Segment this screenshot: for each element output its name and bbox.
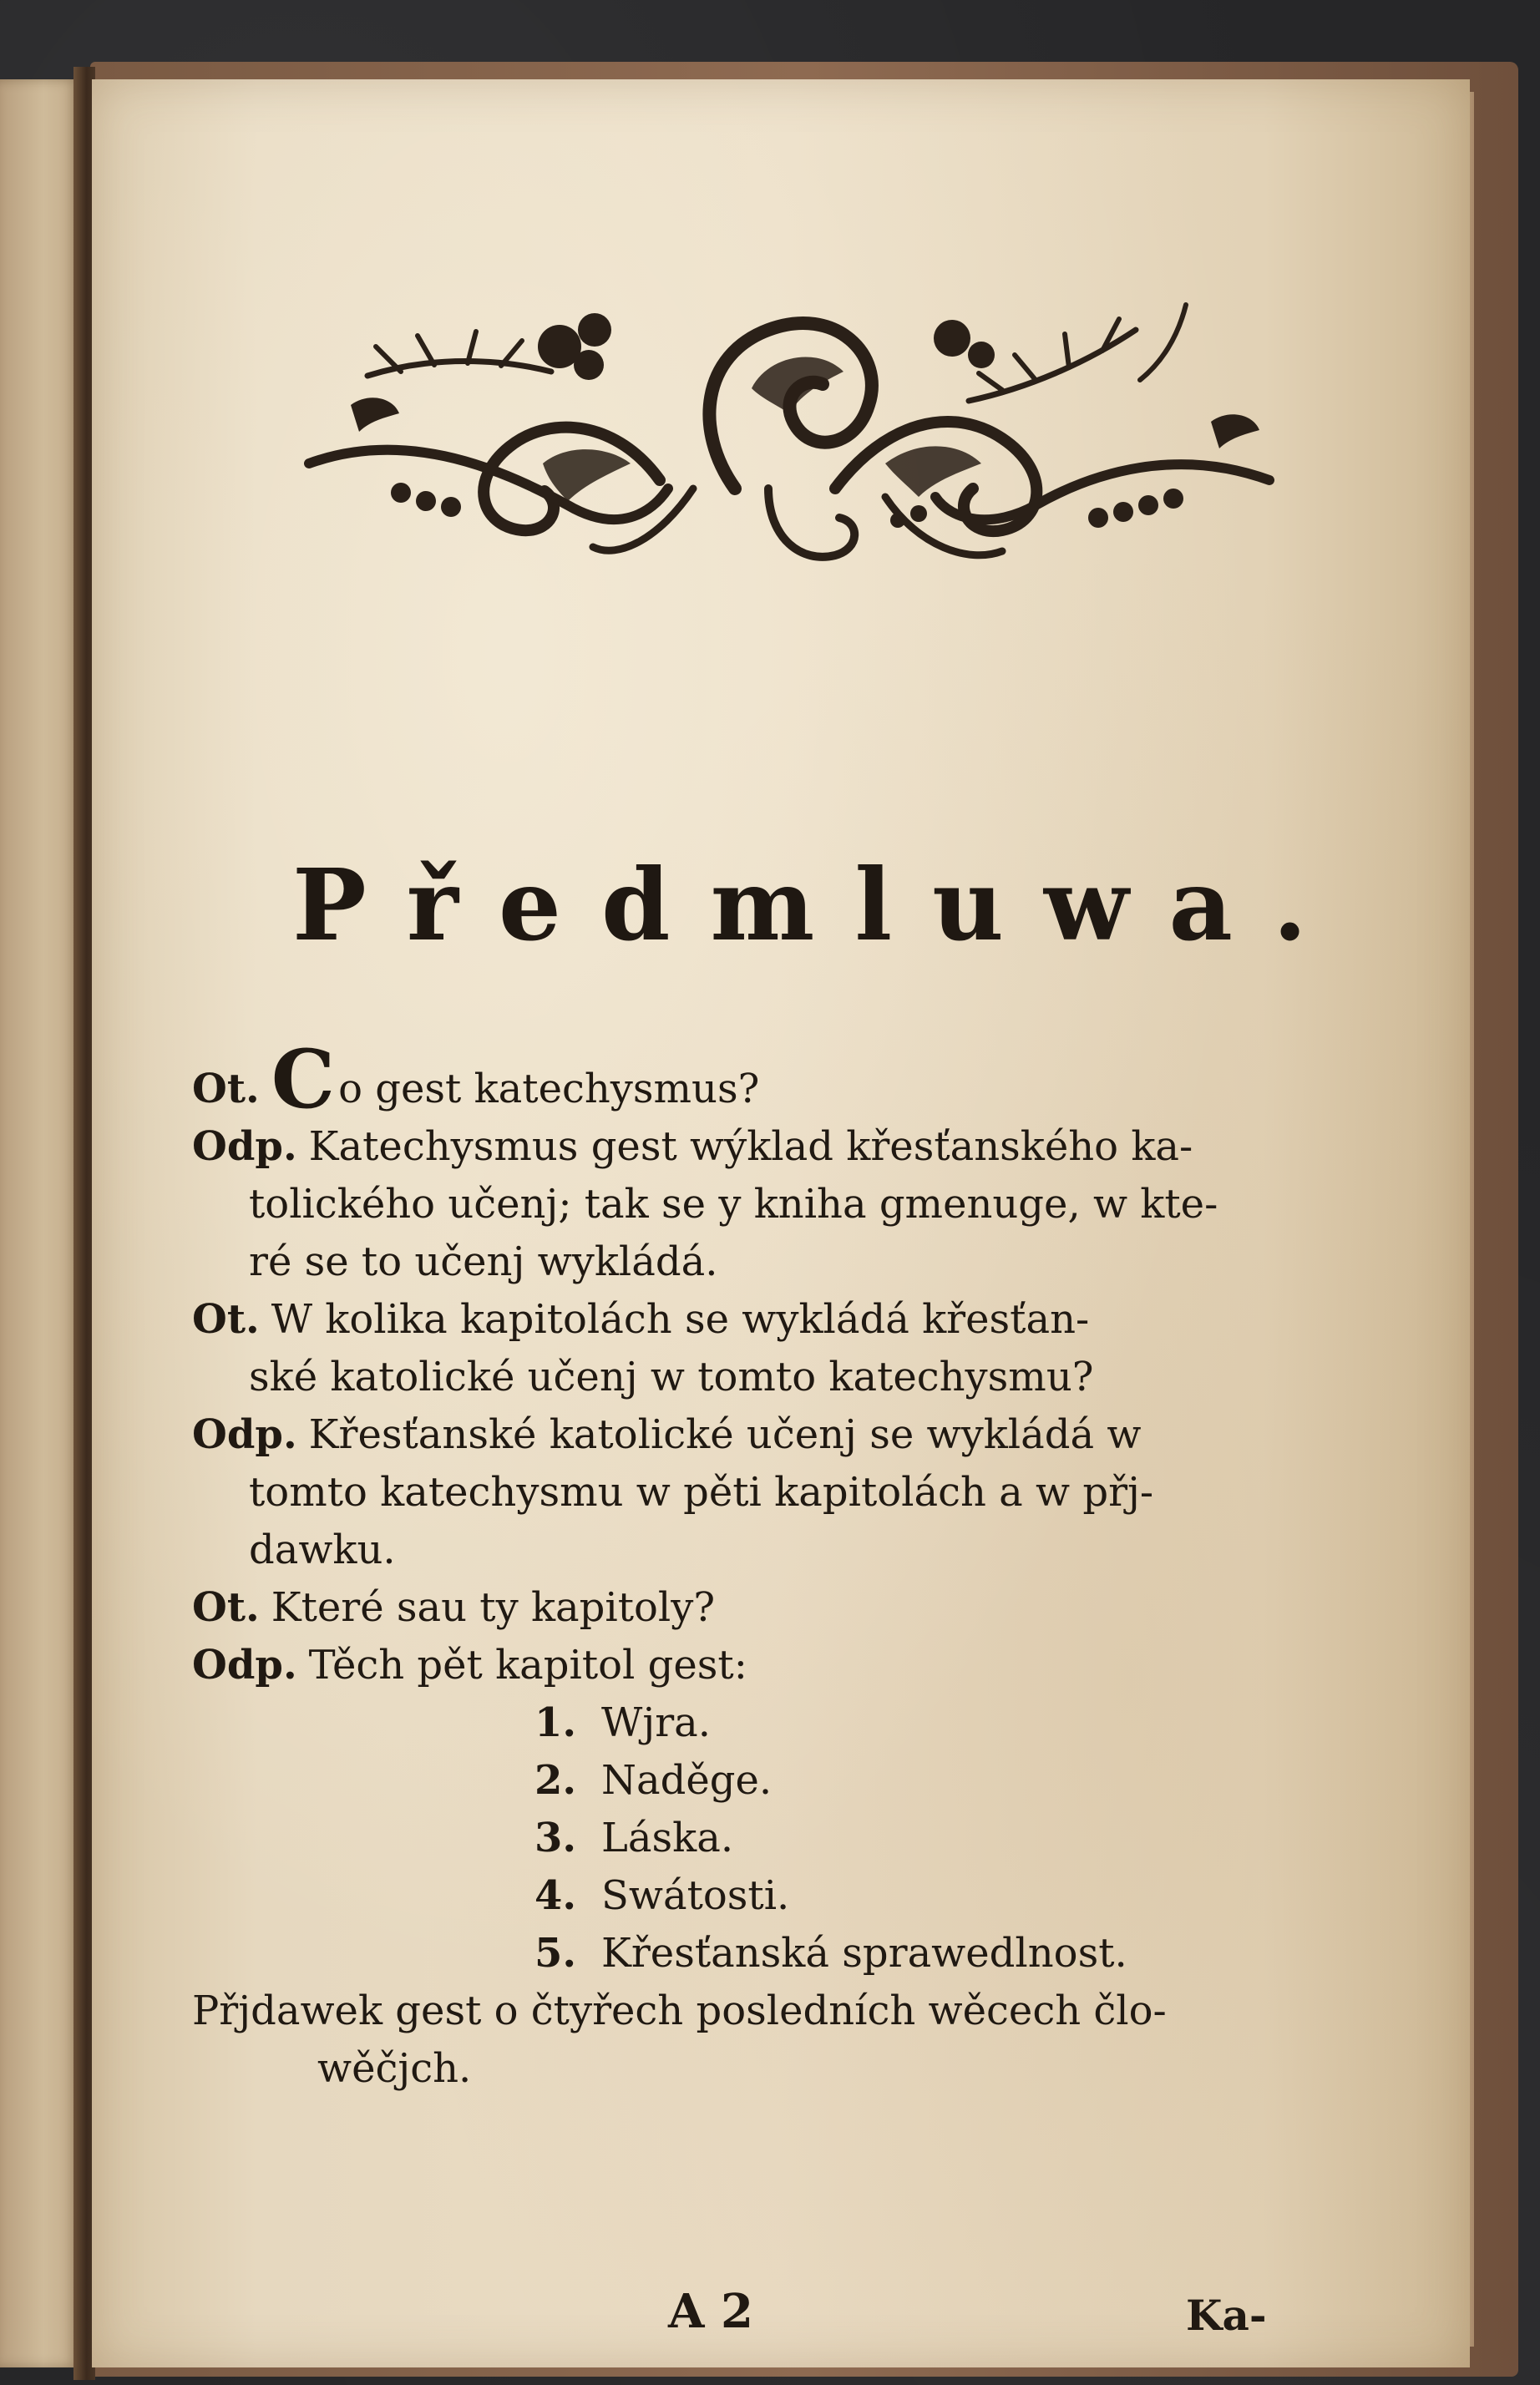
list-number: 3.	[534, 1815, 577, 1861]
question-label: Ot.	[192, 1296, 260, 1343]
answer-3	[192, 1637, 1378, 1694]
question-text: o gest katechysmus?	[338, 1066, 760, 1112]
list-item	[192, 1867, 1378, 1925]
list-text: Láska.	[601, 1815, 734, 1861]
closing-line: Přjdawek gest o čtyřech posledních wěcech člo-	[192, 1988, 1167, 2034]
catchword: Ka-	[1186, 2291, 1267, 2340]
drop-initial: C	[271, 1032, 336, 1127]
list-number: 4.	[534, 1872, 577, 1919]
question-text-line: ské katolické učenj w tomto katechysmu?	[249, 1354, 1094, 1400]
closing-line: wěčjch.	[317, 2045, 472, 2092]
list-number: 1.	[534, 1699, 577, 1746]
facing-page-edge	[0, 79, 79, 2367]
chapter-list	[192, 1694, 1378, 1982]
list-number: 2.	[534, 1757, 577, 1804]
book-page	[92, 79, 1470, 2367]
list-item	[192, 1810, 1378, 1867]
page-title: Předmluwa.	[292, 847, 1348, 963]
question-text: Které sau ty kapitoly?	[271, 1584, 716, 1631]
answer-text-line: Katechysmus gest wýklad křesťanského ka-	[308, 1123, 1193, 1170]
answer-label: Odp.	[192, 1642, 297, 1689]
closing-paragraph	[192, 1982, 1378, 2098]
list-text: Swátosti.	[601, 1872, 790, 1919]
question-label: Ot.	[192, 1584, 260, 1631]
list-number: 5.	[534, 1930, 577, 1977]
question-1	[192, 1032, 1378, 1127]
question-label: Ot.	[192, 1066, 260, 1112]
list-text: Wjra.	[601, 1699, 712, 1746]
answer-text-line: tolického učenj; tak se y kniha gmenuge, w kte-	[249, 1181, 1218, 1228]
question-3	[192, 1579, 1378, 1637]
answer-text-line: Křesťanské katolické učenj se wykládá w	[308, 1411, 1142, 1458]
question-2	[192, 1291, 1378, 1406]
answer-text-line: dawku.	[249, 1527, 396, 1573]
list-item	[192, 1694, 1378, 1752]
answer-text-line: ré se to učenj wykládá.	[249, 1238, 718, 1285]
answer-text-line: Těch pět kapitol gest:	[308, 1642, 747, 1689]
list-item	[192, 1752, 1378, 1810]
list-text: Naděge.	[601, 1757, 773, 1804]
signature-mark: A 2	[668, 2284, 753, 2339]
question-text: W kolika kapitolách se wykládá křesťan-	[271, 1296, 1090, 1343]
list-item	[192, 1925, 1378, 1982]
catechism-text	[192, 1032, 1378, 2098]
answer-1	[192, 1118, 1378, 1291]
answer-label: Odp.	[192, 1411, 297, 1458]
headpiece-ornament	[301, 213, 1278, 589]
answer-label: Odp.	[192, 1123, 297, 1170]
answer-2	[192, 1406, 1378, 1579]
list-text: Křesťanská sprawedlnost.	[601, 1930, 1127, 1977]
answer-text-line: tomto katechysmu w pěti kapitolách a w přj-	[249, 1469, 1154, 1516]
